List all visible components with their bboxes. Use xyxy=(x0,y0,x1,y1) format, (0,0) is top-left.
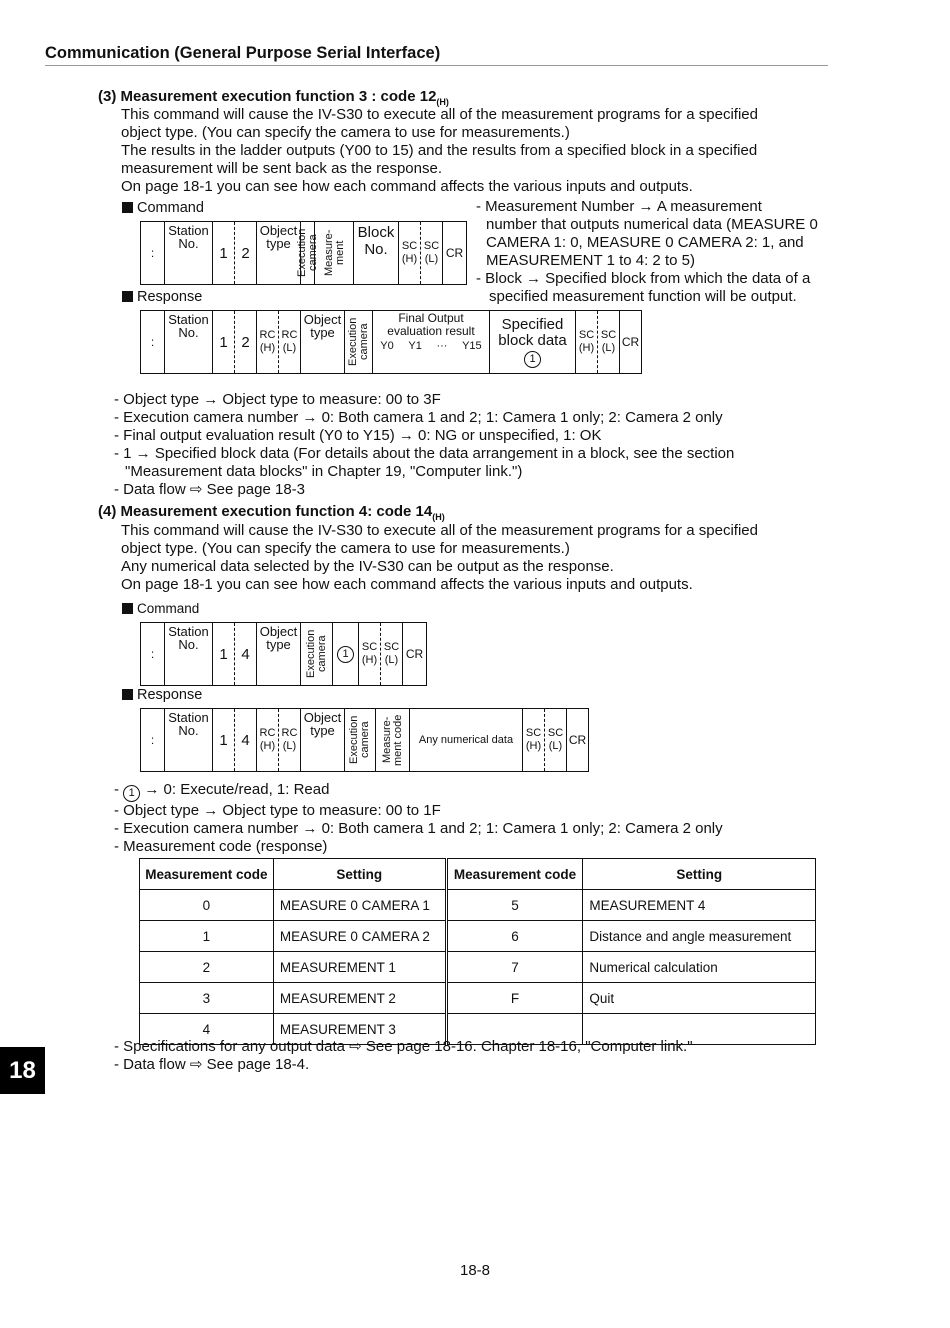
digit-cell: 1 xyxy=(212,222,234,284)
header-rule xyxy=(45,65,828,66)
section3-command-format xyxy=(140,221,467,285)
specified-block-text: Specified block data xyxy=(498,315,567,349)
section4-response-label xyxy=(122,687,202,703)
circled-one-cell xyxy=(332,623,358,685)
rc-l-cell: RC (L) xyxy=(278,311,300,373)
y15-label: Y15 xyxy=(462,340,482,352)
section3-response-label xyxy=(122,289,202,305)
bullet-line: - Measurement code (response) xyxy=(114,838,328,855)
table-cell: MEASUREMENT 1 xyxy=(273,952,446,983)
section3-title-text: (3) Measurement execution function 3 : code 12 xyxy=(98,88,437,105)
section4-title xyxy=(98,503,445,522)
bullet-line: - Data flow ⇨ See page 18-4. xyxy=(114,1056,310,1073)
sc-l-cell: SC (L) xyxy=(380,623,402,685)
cr-cell: CR xyxy=(442,222,466,284)
colon-cell: : xyxy=(150,334,155,349)
table-header: Setting xyxy=(273,859,446,890)
label-text: Response xyxy=(137,289,203,305)
para-line: The results in the ladder outputs (Y00 to 15) and the results from a specified block in a specified xyxy=(121,142,758,159)
sc-h-cell: SC (H) xyxy=(398,222,420,284)
para-line: object type. (You can specify the camera to use for measurements.) xyxy=(121,540,570,557)
square-bullet-icon xyxy=(122,603,133,614)
note-line: number that outputs numerical data (MEASURE 0 xyxy=(486,216,818,233)
table-cell: 6 xyxy=(446,921,583,952)
table-row xyxy=(140,952,816,983)
table-row xyxy=(140,890,816,921)
digit-cell: 4 xyxy=(234,709,256,771)
table-cell: MEASUREMENT 4 xyxy=(583,890,816,921)
note-line: MEASUREMENT 1 to 4: 2 to 5) xyxy=(486,252,695,269)
table-cell: MEASURE 0 CAMERA 2 xyxy=(273,921,446,952)
bullet-line xyxy=(114,781,723,802)
bullet-line: - Object type → Object type to measure: 00 to 1F xyxy=(114,802,441,819)
cr-cell: CR xyxy=(402,623,426,685)
y1-label: Y1 xyxy=(408,340,422,352)
para-line: On page 18-1 you can see how each command affects the various inputs and outputs. xyxy=(121,178,693,195)
bullet-line: - Specifications for any output data ⇨ See page 18-16. Chapter 18-16, "Computer link." xyxy=(114,1038,693,1055)
sc-h-cell: SC (H) xyxy=(522,709,544,771)
station-no-cell: Station No. xyxy=(164,222,212,284)
table-header: Setting xyxy=(583,859,816,890)
table-cell: 3 xyxy=(140,983,274,1014)
bullet-line: - Object type → Object type to measure: 00 to 3F xyxy=(114,391,441,408)
section4-paragraph xyxy=(121,522,758,594)
bullet-prefix: - xyxy=(114,781,119,798)
table-cell: F xyxy=(446,983,583,1014)
exec-camera-text: Execution camera xyxy=(295,228,319,278)
bullet-line: - Execution camera number → 0: Both camera 1 and 2; 1: Camera 1 only; 2: Camera 2 only xyxy=(114,820,723,837)
sc-l-cell: SC (L) xyxy=(544,709,566,771)
table-header: Measurement code xyxy=(446,859,583,890)
table-row xyxy=(140,983,816,1014)
section3-paragraph xyxy=(121,106,758,196)
sc-l-cell: SC (L) xyxy=(597,311,619,373)
exec-camera-cell xyxy=(295,222,319,284)
label-text: Command xyxy=(137,601,200,616)
square-bullet-icon xyxy=(122,689,133,700)
measurement-code-table xyxy=(139,858,816,1045)
exec-camera-cell xyxy=(300,623,332,685)
meas-code-cell xyxy=(375,709,409,771)
circled-one-icon: 1 xyxy=(337,646,354,663)
final-output-cell xyxy=(372,311,489,373)
rc-h-cell: RC (H) xyxy=(256,311,278,373)
digit-cell: 1 xyxy=(212,709,234,771)
table-cell: MEASUREMENT 2 xyxy=(273,983,446,1014)
para-line: On page 18-1 you can see how each command affects the various inputs and outputs. xyxy=(121,576,693,593)
table-cell: MEASURE 0 CAMERA 1 xyxy=(273,890,446,921)
table-cell: 0 xyxy=(140,890,274,921)
y-bits xyxy=(373,340,489,353)
table-cell: Numerical calculation xyxy=(583,952,816,983)
para-line: This command will cause the IV-S30 to execute all of the measurement programs for a specified xyxy=(121,522,758,539)
note-line: CAMERA 1: 0, MEASURE 0 CAMERA 2: 1, and xyxy=(486,234,804,251)
cr-cell: CR xyxy=(566,709,588,771)
table-cell: 5 xyxy=(446,890,583,921)
note-line: specified measurement function will be output. xyxy=(489,288,797,305)
rc-l-cell: RC (L) xyxy=(278,709,300,771)
object-type-cell: Object type xyxy=(300,311,344,373)
colon-cell: : xyxy=(150,646,155,661)
measurement-text: Measure-ment xyxy=(323,229,346,277)
label-text: Command xyxy=(137,200,204,216)
square-bullet-icon xyxy=(122,291,133,302)
section4-command-label xyxy=(122,601,199,616)
table-cell: Distance and angle measurement xyxy=(583,921,816,952)
digit-cell: 4 xyxy=(234,623,256,685)
bullet-line: - Data flow ⇨ See page 18-3 xyxy=(114,481,306,498)
bullet-line: "Measurement data blocks" in Chapter 19, "Computer link.") xyxy=(125,463,523,480)
table-cell: Quit xyxy=(583,983,816,1014)
table-cell: 1 xyxy=(140,921,274,952)
section3-side-notes xyxy=(476,198,846,306)
object-type-cell: Object type xyxy=(256,222,300,284)
note-line: - Measurement Number → A measurement xyxy=(476,198,762,215)
exec-camera-text: Execution camera xyxy=(346,317,370,367)
footer-bullets xyxy=(114,1038,693,1074)
bullet-line: - 1 → Specified block data (For details about the data arrangement in a block, see the section xyxy=(114,445,735,462)
digit-cell: 1 xyxy=(212,623,234,685)
dots-label: ··· xyxy=(436,340,448,352)
station-no-cell: Station No. xyxy=(164,311,212,373)
block-no-cell: Block No. xyxy=(353,222,398,284)
section3-bullets xyxy=(114,391,734,499)
final-output-text: Final Output evaluation result xyxy=(387,311,475,338)
exec-camera-cell xyxy=(344,311,372,373)
exec-camera-text: Execution camera xyxy=(304,629,328,679)
section3-title-sub: (H) xyxy=(436,97,449,107)
page-header: Communication (General Purpose Serial Interface) xyxy=(45,44,441,62)
para-line: measurement will be sent back as the response. xyxy=(121,160,442,177)
rc-h-cell: RC (H) xyxy=(256,709,278,771)
table-cell: 4 xyxy=(140,1014,274,1045)
exec-camera-cell xyxy=(344,709,375,771)
bullet-text: → 0: Execute/read, 1: Read xyxy=(144,781,330,798)
table-header: Measurement code xyxy=(140,859,274,890)
bullet-line: - Final output evaluation result (Y0 to Y15) → 0: NG or unspecified, 1: OK xyxy=(114,427,602,444)
circled-one-icon: 1 xyxy=(123,785,140,802)
table-cell: MEASUREMENT 3 xyxy=(273,1014,446,1045)
table-cell: 7 xyxy=(446,952,583,983)
circled-one-icon: 1 xyxy=(524,351,541,368)
note-line: - Block → Specified block from which the data of a xyxy=(476,270,811,287)
object-type-cell: Object type xyxy=(256,623,300,685)
chapter-tab: 18 xyxy=(0,1047,45,1094)
section3-command-label xyxy=(122,200,204,216)
y0-label: Y0 xyxy=(380,340,394,352)
section3-response-format xyxy=(140,310,642,374)
colon-cell: : xyxy=(150,732,155,747)
object-type-cell: Object type xyxy=(300,709,344,771)
square-bullet-icon xyxy=(122,202,133,213)
para-line: This command will cause the IV-S30 to execute all of the measurement programs for a specified xyxy=(121,106,758,123)
section3-title xyxy=(98,88,449,107)
any-data-cell: Any numerical data xyxy=(409,709,522,771)
section4-title-text: (4) Measurement execution function 4: code 14 xyxy=(98,503,433,520)
label-text: Response xyxy=(137,687,203,703)
bullet-line: - Execution camera number → 0: Both camera 1 and 2; 1: Camera 1 only; 2: Camera 2 only xyxy=(114,409,723,426)
cr-cell: CR xyxy=(619,311,641,373)
station-no-cell: Station No. xyxy=(164,623,212,685)
digit-cell: 1 xyxy=(212,311,234,373)
para-line: object type. (You can specify the camera to use for measurements.) xyxy=(121,124,570,141)
station-no-cell: Station No. xyxy=(164,709,212,771)
section4-title-sub: (H) xyxy=(432,512,445,522)
section4-response-format xyxy=(140,708,589,772)
para-line: Any numerical data selected by the IV-S30 can be output as the response. xyxy=(121,558,614,575)
digit-cell: 2 xyxy=(234,222,256,284)
colon-cell: : xyxy=(150,245,155,260)
table-row xyxy=(140,921,816,952)
section4-bullets xyxy=(114,781,723,856)
table-header-row xyxy=(140,859,816,890)
sc-h-cell: SC (H) xyxy=(575,311,597,373)
digit-cell: 2 xyxy=(234,311,256,373)
section4-command-format xyxy=(140,622,427,686)
meas-code-text: Measure-ment code xyxy=(380,714,404,766)
table-cell: 2 xyxy=(140,952,274,983)
page-number: 18-8 xyxy=(459,1262,491,1279)
sc-l-cell: SC (L) xyxy=(420,222,442,284)
exec-camera-text: Execution camera xyxy=(348,715,371,765)
specified-block-cell xyxy=(489,311,575,373)
measurement-cell xyxy=(314,222,353,284)
sc-h-cell: SC (H) xyxy=(358,623,380,685)
